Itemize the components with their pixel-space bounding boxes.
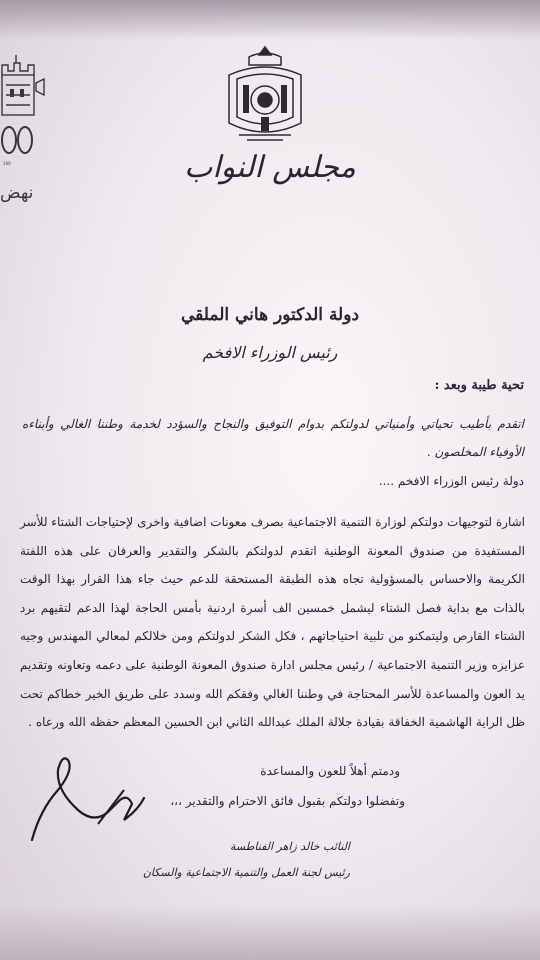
addressee-name: دولة الدكتور هاني الملقي bbox=[180, 305, 360, 325]
closing-line-1: ودمتم أهلاً للعون والمساعدة bbox=[260, 764, 400, 778]
closing-line-2: وتفضلوا دولتكم بقبول فائق الاحترام والتقدير ،،، bbox=[170, 794, 405, 808]
signatory-name: النائب خالد زاهر الفناطسة bbox=[229, 840, 350, 853]
page-top-shadow bbox=[0, 0, 540, 40]
paragraph-address: دولة رئيس الوزراء الافخم .... bbox=[378, 474, 524, 488]
logo-word: نهض bbox=[0, 183, 34, 203]
logo-number: 100 bbox=[3, 161, 11, 166]
signatory-title: رئيس لجنة العمل والتنمية الاجتماعية والسكان bbox=[142, 866, 350, 879]
castle-icon bbox=[0, 55, 46, 180]
addressee-title: رئيس الوزراء الافخم bbox=[202, 343, 338, 362]
paragraph-main: اشارة لتوجيهات دولتكم لوزارة التنمية الاجتماعية بصرف معونات اضافية واخرى لإحتياجات الشتاء للأسر المستفيدة من صندوق المعونة الوطنية اتقدم لدولتكم بالشكر والتقدير والعرفان على هذه اللفتة الكريمة والاحساس بالمسؤولية تجاه هذه الطبقة المستحقة للدعم حيث جاء هذا القرار بهذا الوقت بالذات مع بداية فصل الشتاء ليشمل خمسين الف أسرة اردنية بأمس الحاجة لهذا الدعم لتقيهم برد الشتاء القارص وليتمكنو من تلبية احتياجاتهم ، فكل الشكر لدولتكم ومن خلالكم لمعالي المهندس وجيه عزايزه وزير التنمية الاجتماعية / رئيس مجلس ادارة صندوق المعونة الوطنية على دعمه وتعاونه وتقديم يد العون والمساعدة للأسر المحتاجة في وطننا الغالي وفقكم الله وسدد على طريق الخير خطاكم تحت ظل الراية الهاشمية الخفاقة بقيادة جلالة الملك عبدالله الثاني ابن الحسين المعظم حفظه الله ورعاه . bbox=[20, 515, 525, 730]
organization-name: مجلس النواب bbox=[184, 150, 356, 185]
salutation: تحية طيبة وبعد : bbox=[434, 378, 524, 393]
page-bottom-shadow bbox=[0, 905, 540, 960]
centenary-logo bbox=[0, 55, 46, 205]
paragraph-greeting: اتقدم بأطيب تحياتي وأمنياتي لدولتكم بدوام التوفيق والنجاح والسؤدد لخدمة وطننا الغالي وأبناءه الأوفياء المخلصون . bbox=[22, 417, 524, 459]
coat-of-arms-icon bbox=[219, 45, 311, 147]
handwritten-signature bbox=[28, 740, 148, 850]
